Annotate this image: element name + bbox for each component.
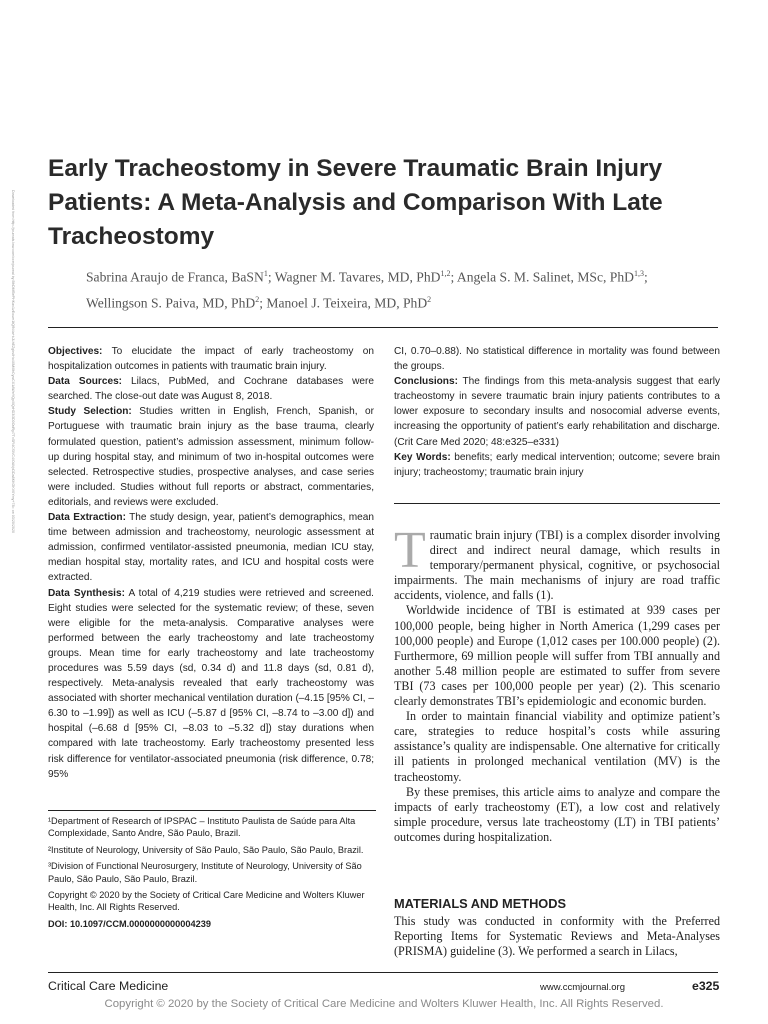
- author-3: ; Angela S. M. Salinet, MSc, PhD: [450, 269, 634, 285]
- body-paragraph: This study was conducted in conformity with the Preferred Reporting Items for Systematic Reviews and Meta-Analyses (PRISMA) guideline (3). We performed a search in Lilacs,: [394, 914, 720, 959]
- body-paragraph: [394, 522, 720, 603]
- abstract-continuation: [394, 344, 720, 374]
- page-number: e325: [692, 979, 720, 993]
- abstract-text: Lilacs, PubMed, and Cochrane databases were searched. The close-out date was August 8, 2018.: [48, 376, 374, 403]
- body-column: [394, 522, 720, 845]
- abstract-conclusions: [394, 374, 720, 449]
- abstract-text: CI, 0.70–0.88). No statistical difference in mortality was found between the groups.: [394, 346, 720, 373]
- author-list: [86, 263, 736, 314]
- copyright-note: Copyright © 2020 by the Society of Critical Care Medicine and Wolters Kluwer Health, Inc. All Rights Reserved.: [48, 890, 365, 913]
- affiliations: [48, 815, 378, 934]
- author-5: ; Manoel J. Teixeira, MD, PhD: [259, 295, 428, 311]
- abstract-key-words: [394, 450, 720, 480]
- abstract-text: A total of 4,219 studies were retrieved and screened. Eight studies were selected for the systematic review; of these, seven were eligible for the meta-analysis. Comparative analyses were performed between the early tracheostomy and late tracheostomy groups. Mean time for early tracheostomy and late tracheostomy procedures was 5.59 days (sd, 0.34 d) and 11.8 days (sd, 0.81 d), respectively. Meta-analysis revealed that early tracheostomy was associated with shorter mechanical ventilation duration (–4.15 [95% CI, –6.30 to –1.99]) as well as ICU (–5.87 d [95% CI, –8.74 to –3.00 d]) and hospital (–6.68 d [95% CI, –8.03 to –5.32 d]) stay durations when compared with late tracheostomy. Early tracheostomy presented less risk difference for ventilator-associated pneumonia (risk difference, 0.78; 95%: [48, 587, 374, 780]
- abstract-data-extraction: [48, 510, 374, 585]
- journal-url: www.ccmjournal.org: [540, 982, 625, 993]
- abstract-data-sources: [48, 374, 374, 404]
- affiliation-item: ³Division of Functional Neurosurgery, Institute of Neurology, University of São Paulo, São Paulo, São Paulo, Brazil.: [48, 861, 362, 884]
- abstract-label: Objectives:: [48, 346, 103, 357]
- abstract-right-column: [394, 344, 720, 480]
- article-title: Early Tracheostomy in Severe Traumatic Brain Injury Patients: A Meta-Analysis and Comparison With Late Tracheostomy: [48, 155, 663, 250]
- abstract-objectives: [48, 344, 374, 374]
- top-rule: [48, 327, 718, 328]
- author-2-affil: 1,2: [440, 269, 451, 278]
- body-paragraph: Worldwide incidence of TBI is estimated at 939 cases per 100,000 people, being higher in North America (1,299 cases per 100,000 people) and Europe (1,012 cases per 100.000 people) (2). Furthermore, 69 million people will suffer from TBI annually and another 5.48 million people are estimated to suffer from severe TBI (73 cases per 100,000 people per year) (2). This scenario clearly demonstrates TBI’s epidemiologic and economic burden.: [394, 603, 720, 709]
- abstract-label: Data Sources:: [48, 376, 123, 388]
- journal-name: Critical Care Medicine: [48, 979, 169, 993]
- mid-rule: [394, 503, 720, 504]
- abstract-data-synthesis: [48, 586, 374, 782]
- author-4-affil: 2: [255, 294, 260, 304]
- download-sidebar-text: Downloaded from http://journals.lww.com/ccmjournal by BhDMf5ePHKav1zEoum1tQfN4a+kJLhEZgbsIHo4XMi0hCywCX1AWnYQp/IlQrHD3i3D0OdRyi7TvSFl4Cf3VC4/OAVpDDa8KKGKV0Ymy+78= on 03/20/2020: [11, 190, 15, 533]
- author-1-affil: 1: [263, 269, 268, 278]
- abstract-label: Key Words:: [394, 451, 451, 463]
- abstract-text: benefits; early medical intervention; outcome; severe brain injury; tracheostomy; traumatic brain injury: [394, 451, 720, 478]
- author-4: Wellingson S. Paiva, MD, PhD: [86, 295, 256, 311]
- doi: DOI: 10.1097/CCM.0000000000004239: [48, 918, 211, 929]
- affiliation-item: ²Institute of Neurology, University of São Paulo, São Paulo, São Paulo, Brazil.: [48, 844, 364, 855]
- abstract-study-selection: [48, 404, 374, 510]
- abstract-label: Data Synthesis:: [48, 587, 125, 599]
- author-3-affil: 1,3: [633, 269, 644, 278]
- abstract-label: Conclusions:: [394, 376, 458, 388]
- affiliation-item: ¹Department of Research of IPSPAC – Instituto Paulista de Saúde para Alta Complexidade, Santo Andre, São Paulo, Brazil.: [48, 816, 356, 839]
- copyright-bar: Copyright © 2020 by the Society of Critical Care Medicine and Wolters Kluwer Health, Inc. All Rights Reserved.: [104, 998, 664, 1010]
- author-3-sep: ;: [643, 269, 648, 285]
- body-paragraph-text: raumatic brain injury (TBI) is a complex disorder involving direct and indirect neural damage, which results in temporary/permanent physical, cognitive, or psychosocial impairments. The main mechanisms of injury are road traffic accidents, violence, and falls (1).: [394, 528, 720, 603]
- affiliation-rule: [48, 810, 376, 811]
- abstract-label: Data Extraction:: [48, 512, 126, 524]
- abstract-label: Study Selection:: [48, 406, 132, 418]
- abstract-text: To elucidate the impact of early tracheostomy on hospitalization outcomes in patients with traumatic brain injury.: [48, 346, 374, 373]
- abstract-text: Studies written in English, French, Spanish, or Portuguese with traumatic brain injury as the base trauma, clearly formulated question, patient’s admission assessment, minimum follow-up during hospital stay, and minimum of two in-hospital outcomes were selected. Retrospective studies, prospective analyses, and case series were included. Studies without full reports or abstract, commentaries, editorials, and reviews were excluded.: [48, 406, 374, 508]
- section-heading: MATERIALS AND METHODS: [394, 896, 567, 911]
- methods-column: [394, 914, 720, 959]
- body-paragraph: By these premises, this article aims to analyze and compare the impacts of early tracheostomy (ET), a low cost and relatively simple procedure, versus late tracheostomy (LT) in TBI patients’ outcomes during hospitalization.: [394, 784, 720, 844]
- abstract-text: The study design, year, patient’s demographics, mean time between admission and tracheostomy, neurologic assessment at admission, confirmed ventilator-assisted pneumonia, median ICU stay, median hospital stay, mortality rates, and ICU and hospital costs were extracted.: [48, 512, 375, 584]
- drop-cap: T: [394, 522, 426, 579]
- abstract-left-column: [48, 344, 374, 782]
- abstract-text: The findings from this meta-analysis suggest that early tracheostomy in severe traumatic brain injury patients contributes to a lower exposure to secondary insults and nosocomial adverse events, increasing the opportunity of patient’s early rehabilitation and discharge. (Crit Care Med 2020; 48:e325–e331): [394, 376, 720, 448]
- author-2: ; Wagner M. Tavares, MD, PhD: [267, 269, 441, 285]
- body-paragraph: In order to maintain financial viability and optimize patient’s care, strategies to reduce hospital’s costs while assuring assistance’s quality are indispensable. One alternative for critically ill patients in prolonged mechanical ventilation (MV) is the tracheostomy.: [394, 709, 720, 784]
- author-1: Sabrina Araujo de Franca, BaSN: [86, 269, 264, 285]
- footer-rule: [48, 972, 718, 973]
- author-5-affil: 2: [427, 294, 432, 304]
- download-sidebar: [6, 190, 16, 1010]
